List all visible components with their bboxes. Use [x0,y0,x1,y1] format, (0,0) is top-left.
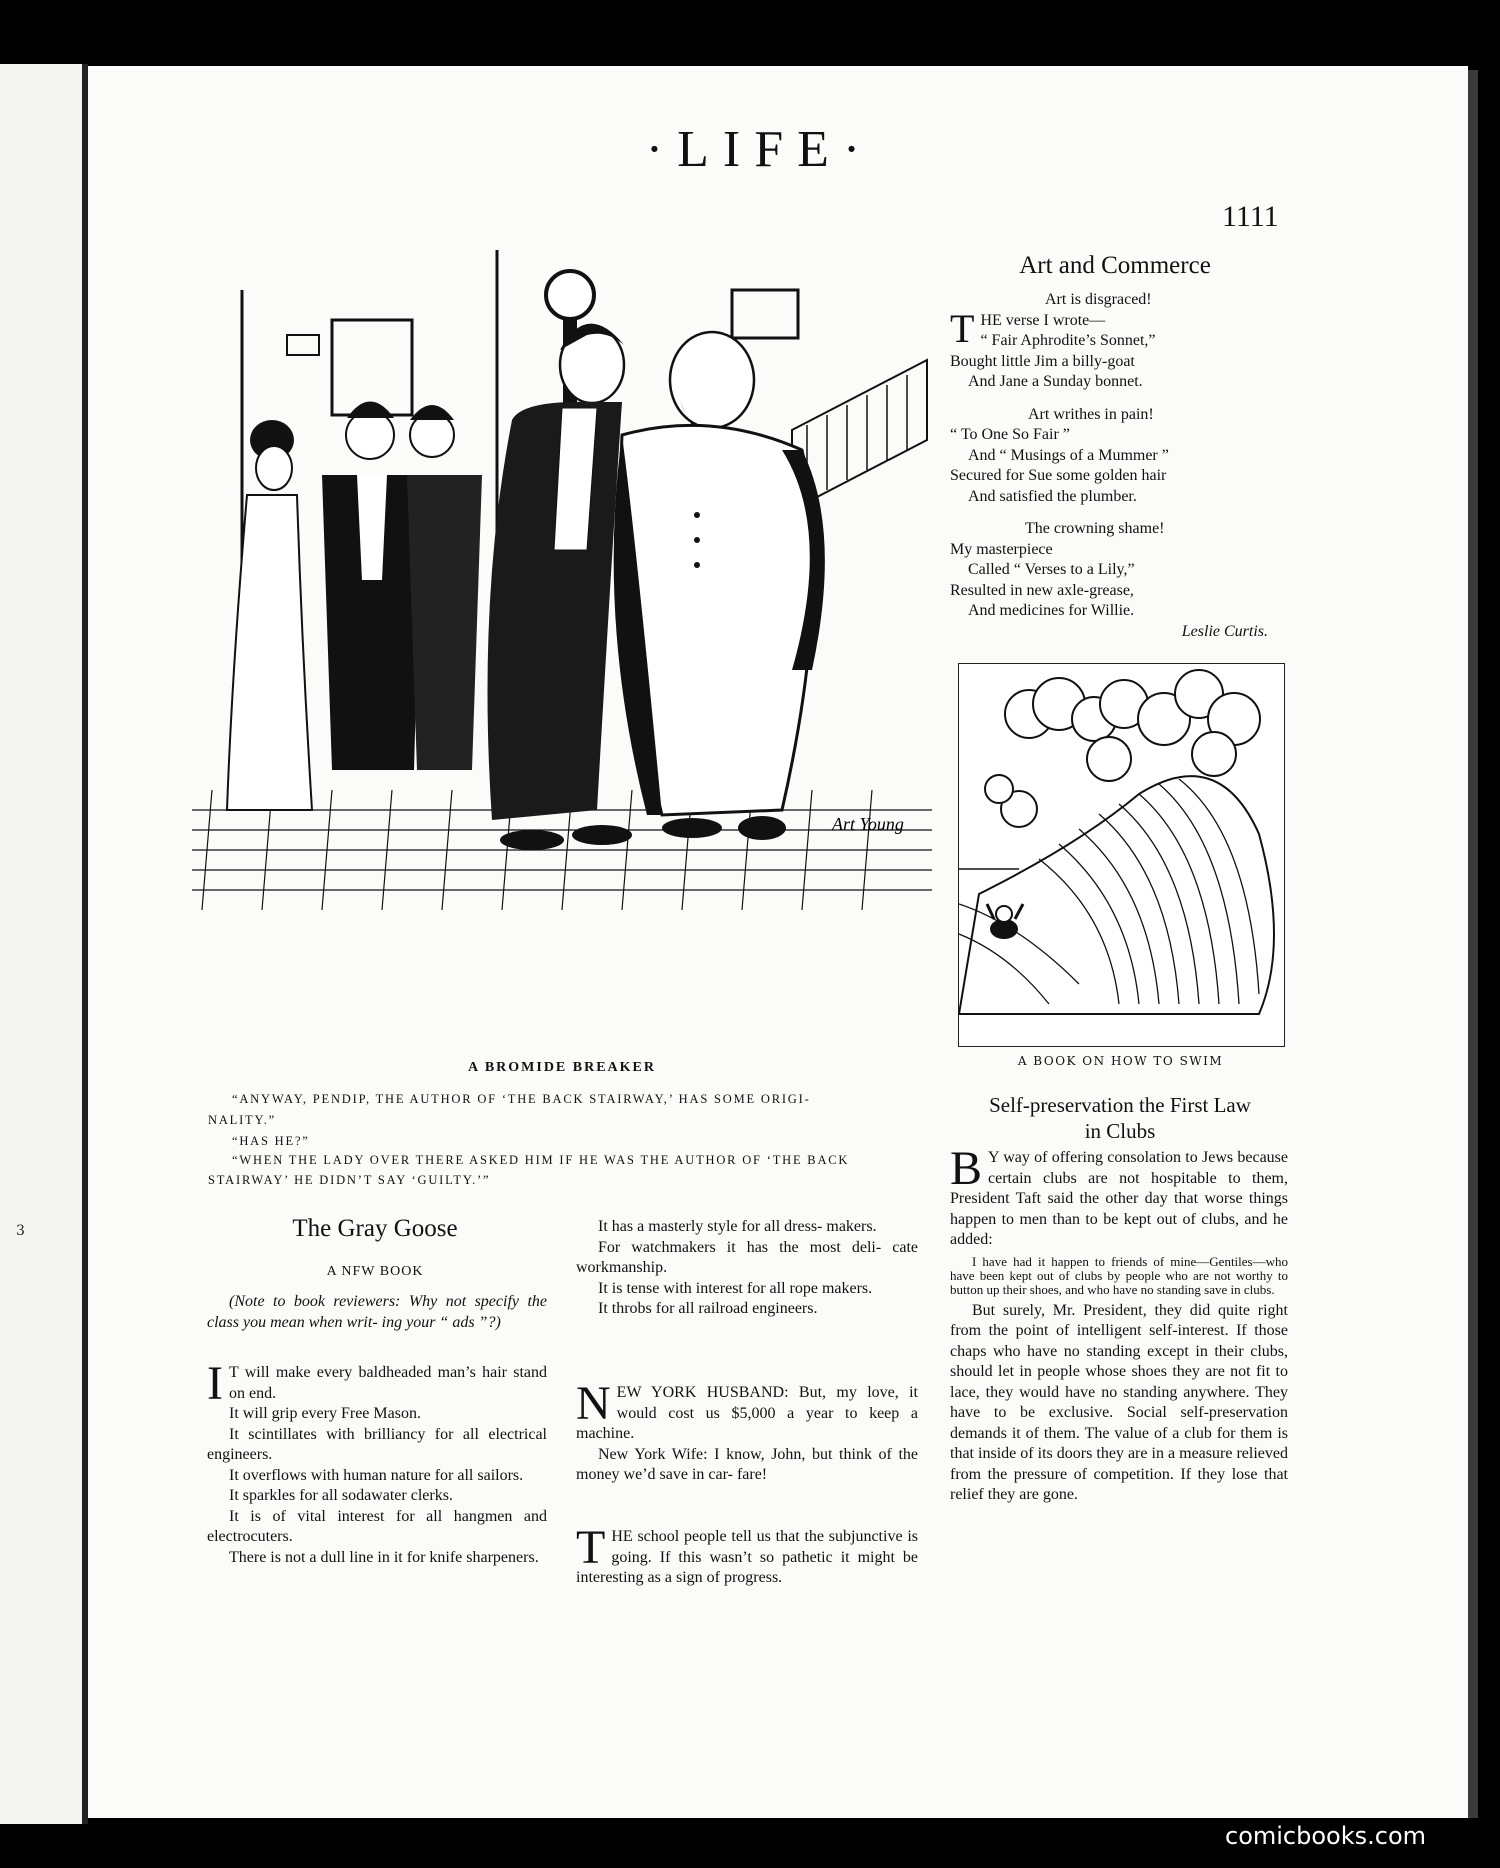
caption-line: STAIRWAY’ HE DIDN’T SAY ‘GUILTY.’” [208,1173,491,1187]
paragraph: There is not a dull line in it for knife sharpeners. [229,1548,539,1566]
poem-line: My masterpiece [950,540,1053,558]
cartoon-caption-title: A BROMIDE BREAKER [467,1060,657,1075]
gray-goose-title: The Gray Goose [292,1215,458,1242]
husband-joke [576,1377,918,1486]
paragraph: It throbs for all railroad engineers. [598,1300,818,1317]
paragraph: It is tense with interest for all rope makers. [598,1279,873,1297]
poem-line: Art is disgraced! [1045,291,1152,308]
gray-goose-continued [576,1217,918,1320]
art-commerce-poem [950,290,1280,642]
poem-line: “ To One So Fair ” [950,426,1070,443]
subjunctive-item [576,1521,918,1589]
caption-line: “ANYWAY, PENDIP, THE AUTHOR OF ‘THE BACK STAIRWAY,’ HAS SOME ORIGI- [232,1092,811,1106]
clubs-body [950,1142,1288,1506]
paragraph: EW YORK HUSBAND: But, my love, it would cost us $5,000 a year to keep a machine. [576,1384,918,1442]
caption-line: “HAS HE?” [232,1134,310,1148]
swim-caption: A BOOK ON HOW TO SWIM [1017,1054,1224,1068]
gray-goose-body [207,1357,547,1568]
artist-signature: Art Young [832,814,904,834]
paragraph: But surely, Mr. President, they did quite right from the point of intelligent self-interest. If those chaps who have no standing except in their clubs, should let in people whose shoes they are not fit to lace, they would have no standing anywhere. They have to be exclusive. Social self-preservation demands it of them. The value of a club for them is that inside of its doors they are in a measure relieved from the pressure of competition. If they lose that relief they are gone. [950,1301,1288,1503]
dropcap: I [207,1357,223,1410]
poem-line: Art writhes in pain! [1028,405,1154,423]
caption-line: NALITY.” [208,1113,276,1127]
swim-cartoon [958,663,1285,1047]
poem-line: And “ Musings of a Mummer ” [968,446,1169,464]
clubs-title [950,1092,1290,1144]
poem-line: “ Fair Aphrodite’s Sonnet,” [980,332,1156,349]
dropcap: T [576,1521,606,1574]
paragraph: HE school people tell us that the subjunctive is going. If this wasn’t so pathetic it might be interesting as a sign of progress. [576,1528,918,1586]
dropcap: N [576,1377,611,1430]
clubs-title-line: Self-preservation the First Law [989,1093,1251,1117]
paragraph: It overflows with human nature for all sailors. [229,1466,524,1484]
poem-line: Secured for Sue some golden hair [950,467,1167,484]
poem-line: Bought little Jim a billy-goat [950,352,1135,370]
dropcap: T [950,305,975,351]
paragraph: It has a masterly style for all dress- makers. [598,1218,877,1235]
poem-line: Called “ Verses to a Lily,” [968,561,1135,578]
gray-goose-subtitle: A NFW BOOK [326,1264,424,1279]
paragraph: New York Wife: I know, John, but think of the money we’d save in car- fare! [576,1445,918,1483]
page-edge [1468,70,1478,1818]
watermark: comicbooks.com [1225,1822,1427,1850]
caption-line: “WHEN THE LADY OVER THERE ASKED HIM IF HE WAS THE AUTHOR OF ‘THE BACK [232,1153,850,1167]
gray-goose-note: (Note to book reviewers: Why not specify the class you mean when writ- ing your “ ads ”?) [207,1293,547,1331]
poem-line: And satisfied the plumber. [968,487,1137,505]
paragraph: It scintillates with brilliancy for all electrical engineers. [207,1425,547,1463]
poem-line: THE verse I wrote— [950,305,1106,351]
clubs-title-line: in Clubs [1084,1119,1156,1143]
paragraph: It will grip every Free Mason. [229,1405,421,1422]
dropcap: B [950,1142,983,1195]
poem-author: Leslie Curtis. [1181,622,1268,640]
page-number: 1111 [1222,200,1279,233]
paragraph: Y way of offering consolation to Jews because certain clubs are not hospitable to them, President Taft said the other day that worse things happen to men than to be kept out of clubs, and he added: [950,1149,1288,1248]
poem-line: The crowning shame! [1025,520,1165,537]
paragraph: For watchmakers it has the most deli- cate workmanship. [576,1238,918,1276]
art-commerce-title: Art and Commerce [1019,252,1211,279]
paragraph: T will make every baldheaded man’s hair stand on end. [228,1364,547,1402]
masthead: ·LIFE· [645,121,875,178]
bromide-breaker-cartoon [192,250,932,1020]
quoted-paragraph: I have had it happen to friends of mine—Gentiles—who have been kept out of clubs by people who are not worthy to button up their shoes, and who have no standing save in clubs. [950,1253,1288,1297]
poem-line: Resulted in new axle-grease, [950,581,1134,599]
poem-line: And medicines for Willie. [968,602,1135,619]
left-page-edge [0,64,82,1824]
paragraph: It sparkles for all sodawater clerks. [229,1487,453,1504]
paragraph: It is of vital interest for all hangmen and electrocuters. [207,1507,547,1545]
poem-line: And Jane a Sunday bonnet. [968,373,1143,390]
